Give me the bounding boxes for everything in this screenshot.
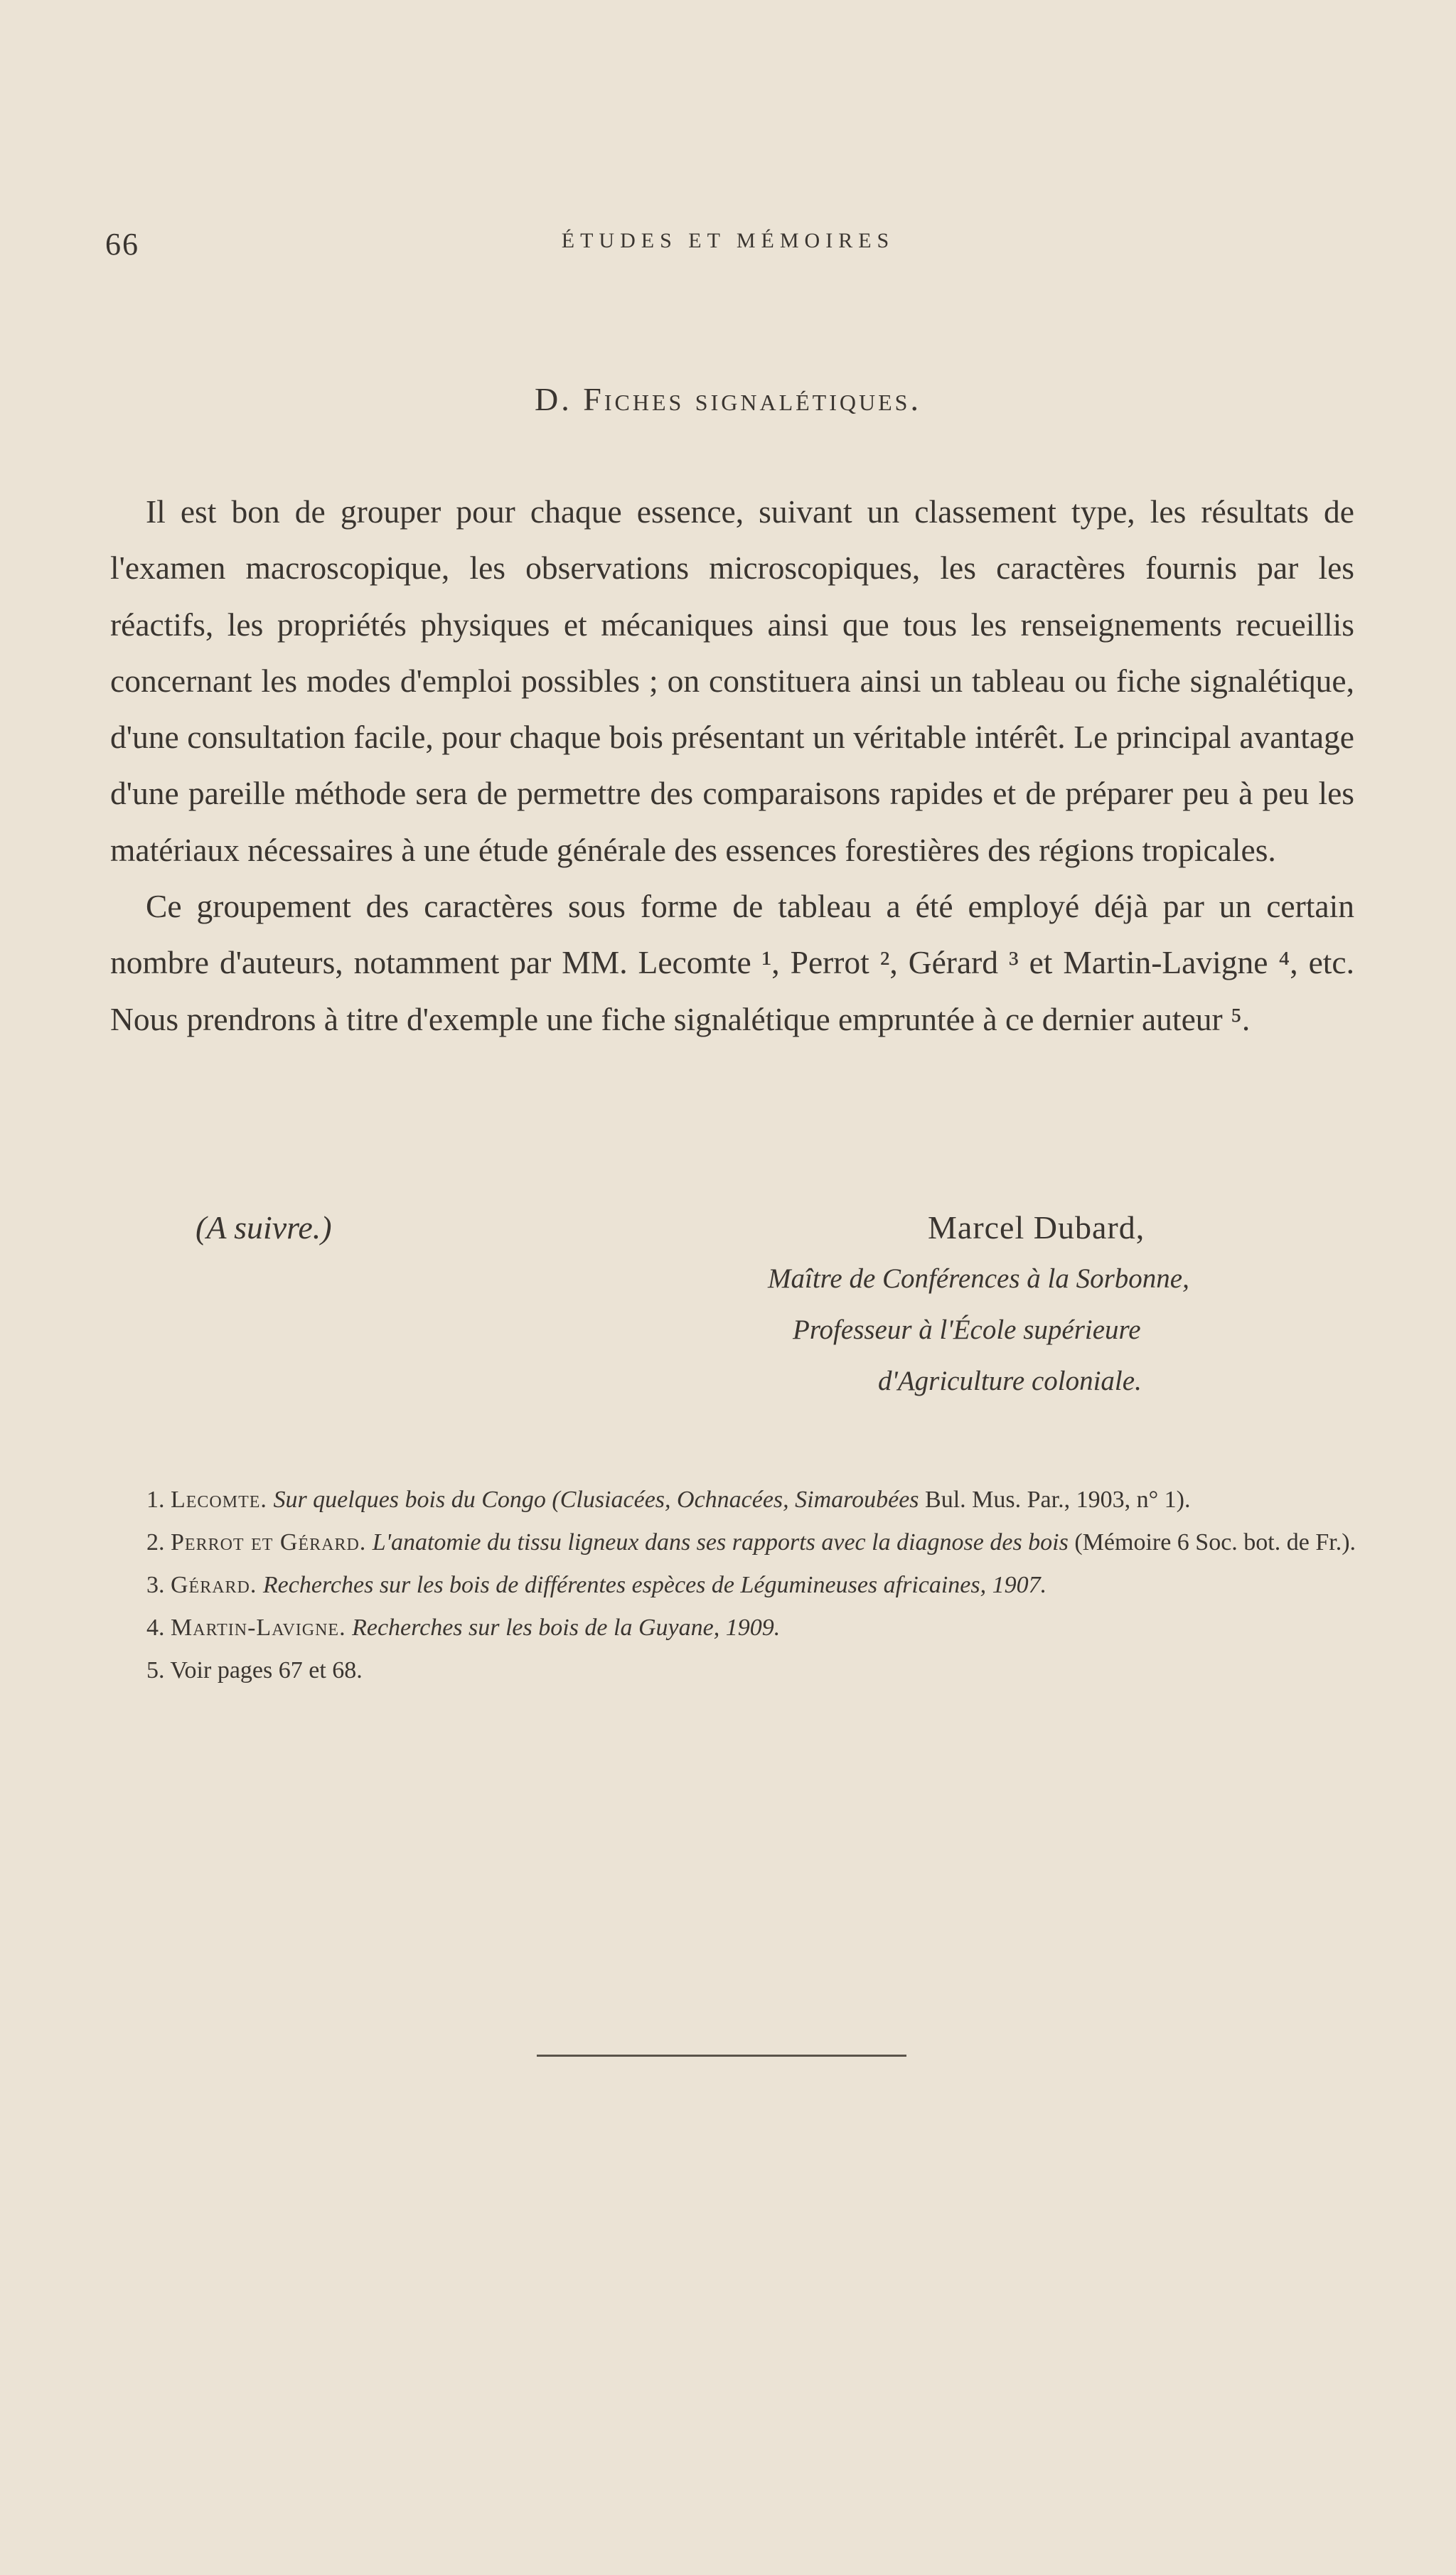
footnote-number: 2. bbox=[146, 1529, 165, 1556]
footnote-title: L'anatomie du tissu ligneux dans ses rapports avec la diagnose des bois bbox=[372, 1529, 1069, 1556]
footnote-rest: Voir pages 67 et 68. bbox=[170, 1657, 363, 1683]
section-title: D. Fiches signalétiques. bbox=[535, 381, 921, 417]
footnote-number: 1. bbox=[146, 1487, 165, 1513]
paragraph: Il est bon de grouper pour chaque essence, suivant un classement type, les résultats de l'examen macroscopique, les observations microscopiques, les caractères fournis par les réactifs, les propriétés physiques et mécaniques ainsi que tous les renseignements recueillis concernant les modes d'emploi possibles ; on constituera ainsi un tableau ou fiche signalétique, d'une consultation facile, pour chaque bois présentant un véritable intérêt. Le principal avantage d'une pareille méthode sera de permettre des comparaisons rapides et de préparer peu à peu les matériaux nécessaires à une étude générale des essences forestières des régions tropicales. bbox=[110, 493, 1354, 868]
page-number: 66 bbox=[105, 227, 139, 262]
footnote bbox=[112, 1607, 1356, 1649]
footnote-rest: Bul. Mus. Par., 1903, n° 1). bbox=[919, 1487, 1191, 1513]
author-title-line: Professeur à l'École supérieure bbox=[793, 1315, 1141, 1345]
footnote-number: 5. bbox=[146, 1657, 165, 1683]
paragraph: Ce groupement des caractères sous forme de tableau a été employé déjà par un certain nombre d'auteurs, notamment par MM. Lecomte ¹, Perrot ², Gérard ³ et Martin-Lavigne ⁴, etc. Nous prendrons à titre d'exemple une fiche signalétique empruntée à ce dernier auteur ⁵. bbox=[110, 888, 1354, 1037]
footnotes bbox=[112, 1479, 1356, 1692]
author-name: Marcel Dubard, bbox=[928, 1209, 1145, 1246]
footnote bbox=[112, 1521, 1356, 1564]
to-be-continued-note: (A suivre.) bbox=[196, 1209, 332, 1246]
footnote-author: Martin-Lavigne. bbox=[171, 1615, 346, 1641]
body-text bbox=[110, 483, 1354, 1047]
footnote-author: Lecomte. bbox=[171, 1487, 267, 1513]
running-head: ÉTUDES ET MÉMOIRES bbox=[561, 229, 895, 252]
footnote-title: Recherches sur les bois de différentes espèces de Légumineuses africaines, 1907. bbox=[262, 1572, 1047, 1598]
footnote bbox=[112, 1564, 1356, 1607]
footnote-rest: (Mémoire 6 Soc. bot. de Fr.). bbox=[1068, 1529, 1356, 1556]
footnote bbox=[112, 1479, 1356, 1521]
footnote-title: Sur quelques bois du Congo (Clusiacées, Ochnacées, Simaroubées bbox=[273, 1487, 919, 1513]
footnote-title: Recherches sur les bois de la Guyane, 1909. bbox=[352, 1615, 781, 1641]
signature-block bbox=[0, 1209, 1456, 1450]
footnote-author: Gérard. bbox=[171, 1572, 257, 1598]
footnote-number: 4. bbox=[146, 1615, 165, 1641]
author-title-line: Maître de Conférences à la Sorbonne, bbox=[768, 1263, 1189, 1294]
author-title-line: d'Agriculture coloniale. bbox=[878, 1366, 1142, 1396]
footnote bbox=[112, 1649, 1356, 1692]
end-rule bbox=[537, 2055, 906, 2057]
footnote-author: Perrot et Gérard. bbox=[171, 1529, 367, 1556]
footnote-number: 3. bbox=[146, 1572, 165, 1598]
